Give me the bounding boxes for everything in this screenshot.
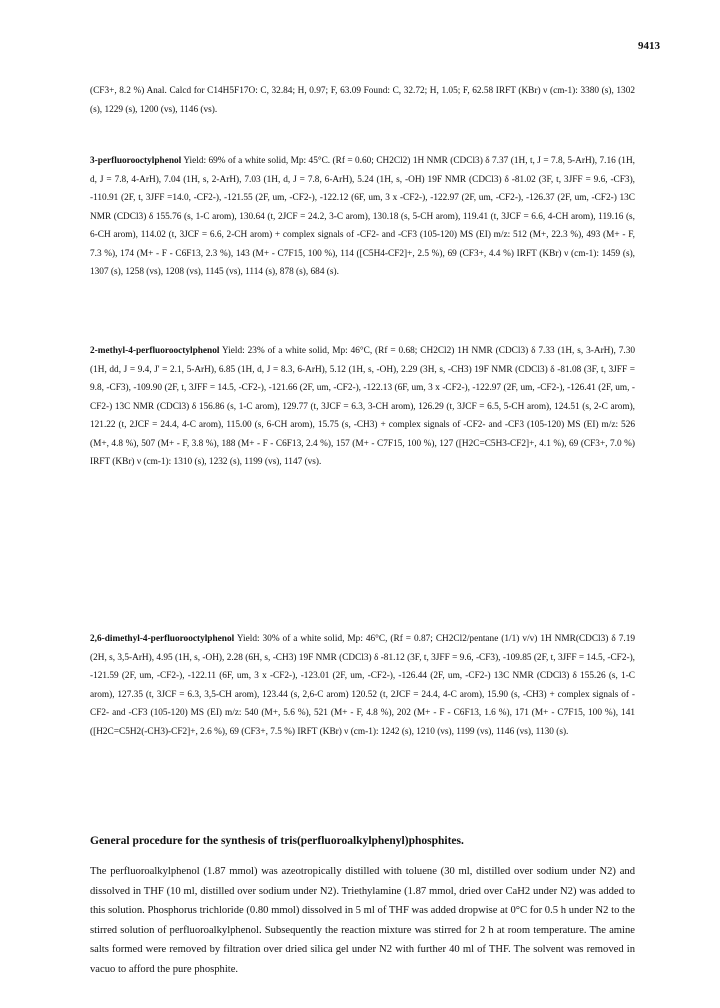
compound-name: 3-perfluorooctylphenol [90,156,182,166]
compound-2-6-dimethyl-4-perfluorooctylphenol [90,630,635,741]
compound-3-perfluorooctylphenol [90,152,635,282]
compound-data: Yield: 30% of a white solid, Mp: 46°C, (Rf = 0.87; CH2Cl2/pentane (1/1) v/v) 1H NMR(CDCl3) δ 7.19 (2H, s, 3,5-ArH), 4.95 (1H, s, -OH), 2.28 (6H, s, -CH3) 19F NMR (CDCl3) δ -81.12 (3F, t, 3JFF = 9.6, -CF3), -109.85 (2F, t, 3JFF = 14.5, -CF2-), -121.59 (2F, um, -CF2-), -122.11 (6F, um, 3 x -CF2-), -123.01 (2F, um, -CF2-), -126.44 (2F, um, -CF2-) 13C NMR (CDCl3) δ 155.26 (s, 1-C arom), 127.35 (t, 3JCF = 6.3, 3,5-CH arom), 123.44 (s, 2,6-C arom) 120.52 (t, 2JCF = 24.4, 4-C arom), 15.90 (s, -CH3) + complex signals of -CF2- and -CF3 (105-120) MS (EI) m/z: 540 (M+, 5.6 %), 521 (M+ - F, 4.8 %), 202 (M+ - F - C6F13, 1.6 %), 171 (M+ - C7F15, 100 %), 141 ([H2C=C5H2(-CH3)-CF2]+, 2.6 %), 69 (CF3+, 7.5 %) IRFT (KBr) ν (cm-1): 1242 (s), 1210 (vs), 1199 (vs), 1146 (vs), 1130 (s). [90,634,635,737]
page-number: 9413 [638,40,660,52]
procedure-paragraph: The perfluoroalkylphenol (1.87 mmol) was azeotropically distilled with toluene (30 ml, distilled over sodium under N2) and dissolved in THF (10 ml, distilled over sodium under N2). Triethylamine (1.87 mmol, dried over CaH2 under N2) was added to this solution. Phosphorus trichloride (0.80 mmol) dissolved in 5 ml of THF was added dropwise at 0°C for 0.5 h under N2 to the stirred solution of perfluoroalkylphenol. Subsequently the reaction mixture was stirred for 2 h at room temperature. The amine salts formed were removed by filtration over dried silica gel under N2 with further 40 ml of THF. The solvent was removed in vacuo to afford the pure phosphite. [90,866,635,975]
section-heading: General procedure for the synthesis of tris(perfluoroalkylphenyl)phosphites. [90,835,464,847]
compound-name: 2,6-dimethyl-4-perfluorooctylphenol [90,634,235,644]
compound-name: 2-methyl-4-perfluorooctylphenol [90,346,220,356]
anal-data-paragraph [90,82,635,119]
compound-2-methyl-4-perfluorooctylphenol [90,342,635,472]
compound-data: Yield: 23% of a white solid, Mp: 46°C, (Rf = 0.68; CH2Cl2) 1H NMR (CDCl3) δ 7.33 (1H, s, 3-ArH), 7.30 (1H, dd, J = 9.4, J' = 2.1, 5-ArH), 6.85 (1H, d, J = 8.3, 6-ArH), 5.12 (1H, s, -OH), 2.29 (3H, s, -CH3) 19F NMR (CDCl3) δ -81.08 (3F, t, 3JFF = 9.8, -CF3), -109.90 (2F, t, 3JFF = 14.5, -CF2-), -121.66 (2F, um, -CF2-), -122.13 (6F, um, 3 x -CF2-), -122.97 (2F, um, -CF2-), -126.41 (2F, um, -CF2-) 13C NMR (CDCl3) δ 156.86 (s, 1-C arom), 129.77 (t, 3JCF = 6.3, 3-CH arom), 126.29 (t, 3JCF = 6.5, 5-CH arom), 124.51 (s, 2-C arom), 121.22 (t, 2JCF = 24.4, 4-C arom), 115.00 (s, 6-CH arom), 15.75 (s, -CH3) + complex signals of -CF2- and -CF3 (105-120) MS (EI) m/z: 526 (M+, 4.8 %), 507 (M+ - F, 3.8 %), 188 (M+ - F - C6F13, 2.4 %), 157 (M+ - C7F15, 100 %), 127 ([H2C=C5H3-CF2]+, 4.1 %), 69 (CF3+, 7.0 %) IRFT (KBr) ν (cm-1): 1310 (s), 1232 (s), 1199 (vs), 1147 (vs). [90,346,635,467]
compound-data: Yield: 69% of a white solid, Mp: 45°C. (Rf = 0.60; CH2Cl2) 1H NMR (CDCl3) δ 7.37 (1H, t, J = 7.8, 5-ArH), 7.16 (1H, d, J = 7.8, 4-ArH), 7.04 (1H, s, 2-ArH), 7.03 (1H, d, J = 7.8, 6-ArH), 5.24 (1H, s, -OH) 19F NMR (CDCl3) δ -81.02 (3F, t, 3JFF = 9.6, -CF3), -110.91 (2F, t, 3JFF =14.0, -CF2-), -121.55 (2F, um, -CF2-), -122.12 (6F, um, 3 x -CF2-), -122.97 (2F, um, -CF2-), -126.37 (2F, um, -CF2-) 13C NMR (CDCl3) δ 155.76 (s, 1-C arom), 130.64 (t, 2JCF = 24.2, 3-C arom), 130.18 (s, 5-CH arom), 119.41 (t, 3JCF = 6.6, 4-CH arom), 119.16 (s, 6-CH arom), 114.02 (t, 3JCF = 6.6, 2-CH arom) + complex signals of -CF2- and -CF3 (105-120) MS (EI) m/z: 512 (M+, 22.3 %), 493 (M+ - F, 7.3 %), 174 (M+ - F - C6F13, 2.3 %), 143 (M+ - C7F15, 100 %), 114 ([C5H4-CF2]+, 2.5 %), 69 (CF3+, 4.4 %) IRFT (KBr) ν (cm-1): 1459 (s), 1307 (s), 1258 (vs), 1208 (vs), 1145 (vs), 1114 (s), 878 (s), 684 (s). [90,156,635,277]
anal-data-text: (CF3+, 8.2 %) Anal. Calcd for C14H5F17O: C, 32.84; H, 0.97; F, 63.09 Found: C, 32.72; H, 1.05; F, 62.58 IRFT (KBr) ν (cm-1): 3380 (s), 1302 (s), 1229 (s), 1200 (vs), 1146 (vs). [90,86,635,115]
